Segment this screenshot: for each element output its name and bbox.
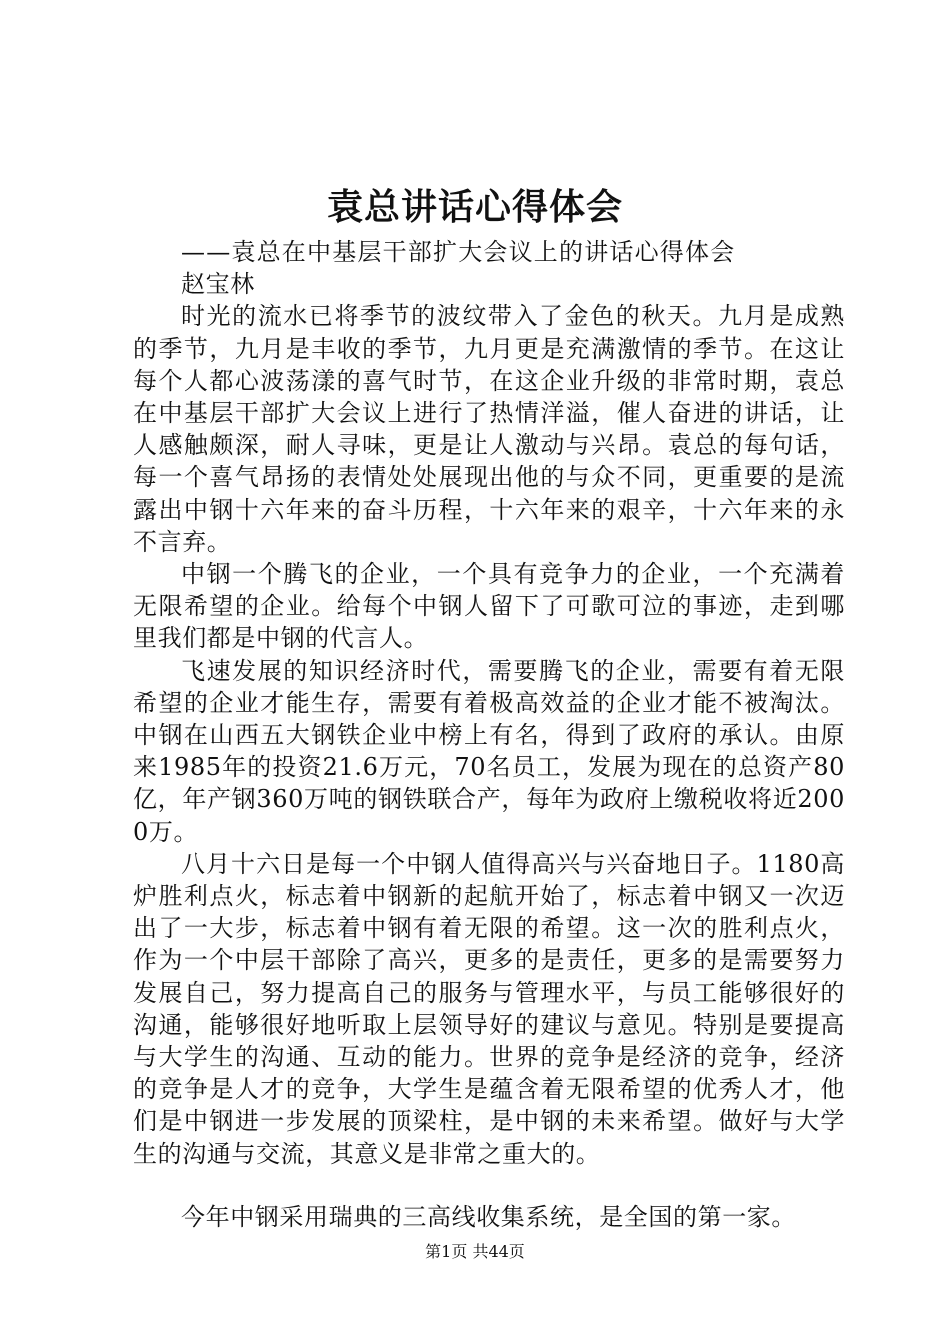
paragraph-5: 今年中钢采用瑞典的三高线收集系统，是全国的第一家。 bbox=[181, 1202, 796, 1231]
paragraph-3: 飞速发展的知识经济时代，需要腾飞的企业，需要有着无限希望的企业才能生存，需要有着极高效益的企业才能不被淘汰。中钢在山西五大钢铁企业中榜上有名，得到了政府的承认。由原来1985年的投资21.6万元，70名员工，发展为现在的总资产80亿，年产钢360万吨的钢铁联合产，每年为政府上缴税收将近2000万。 bbox=[133, 656, 845, 846]
document-body bbox=[133, 236, 845, 1233]
paragraph-2: 中钢一个腾飞的企业，一个具有竞争力的企业，一个充满着无限希望的企业。给每个中钢人留下了可歌可泣的事迹，走到哪里我们都是中钢的代言人。 bbox=[133, 560, 845, 653]
paragraph-4: 八月十六日是每一个中钢人值得高兴与兴奋地日子。1180高炉胜利点火，标志着中钢新的起航开始了，标志着中钢又一次迈出了一大步，标志着中钢有着无限的希望。这一次的胜利点火，作为一个中层干部除了高兴，更多的是责任，更多的是需要努力发展自己，努力提高自己的服务与管理水平，与员工能够很好的沟通，能够很好地听取上层领导好的建议与意见。特别是要提高与大学生的沟通、互动的能力。世界的竞争是经济的竞争，经济的竞争是人才的竞争，大学生是蕴含着无限希望的优秀人才，他们是中钢进一步发展的顶梁柱，是中钢的未来希望。做好与大学生的沟通与交流，其意义是非常之重大的。 bbox=[133, 849, 845, 1168]
document-author: 赵宝林 bbox=[181, 270, 255, 299]
document-subtitle: ——袁总在中基层干部扩大会议上的讲话心得体会 bbox=[181, 238, 736, 266]
page-number-footer: 第1页 共44页 bbox=[425, 1242, 525, 1261]
document-title: 袁总讲话心得体会 bbox=[326, 187, 623, 228]
paragraph-1: 时光的流水已将季节的波纹带入了金色的秋天。九月是成熟的季节，九月是丰收的季节，九月更是充满激情的季节。在这让每个人都心波荡漾的喜气时节，在这企业升级的非常时期，袁总在中基层干部扩大会议上进行了热情洋溢，催人奋进的讲话，让人感触颇深，耐人寻味，更是让人激动与兴昂。袁总的每句话，每一个喜气昂扬的表情处处展现出他的与众不同，更重要的是流露出中钢十六年来的奋斗历程，十六年来的艰辛，十六年来的永不言弃。 bbox=[133, 302, 845, 556]
